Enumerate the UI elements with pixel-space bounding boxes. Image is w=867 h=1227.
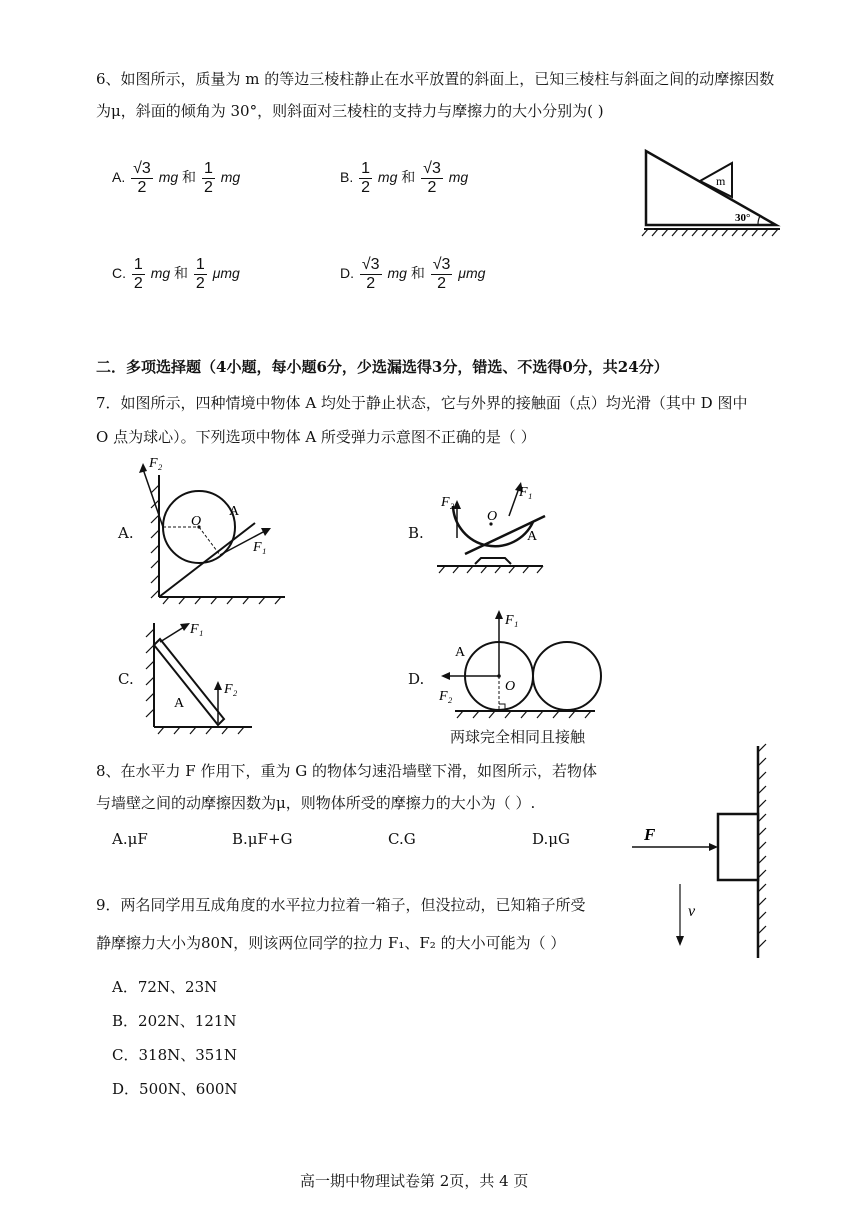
floor-hatch [158, 727, 244, 734]
q9-option-c[interactable]: C．318N、351N [112, 1046, 237, 1064]
unit: μmg [458, 265, 486, 282]
q7-figure-b [435, 480, 555, 580]
floor-hatch [163, 597, 281, 604]
q7-fig-b-label[interactable]: B. [408, 524, 424, 542]
body-label: A [455, 645, 466, 660]
q8-option-d[interactable]: D.μG [532, 830, 570, 848]
body-label: A [174, 696, 185, 711]
conjunction: 和 [174, 265, 189, 282]
page-footer: 高一期中物理试卷第 2页，共 4 页 [300, 1172, 529, 1190]
conjunction: 和 [182, 169, 197, 186]
radius-dash [199, 527, 220, 555]
wall-hatch [146, 629, 154, 717]
q8-option-b[interactable]: B.μF+G [232, 830, 293, 848]
q6-line2: 为μ，斜面的倾角为 30°，则斜面对三棱柱的支持力与摩擦力的大小分别为( ) [96, 102, 604, 120]
ball-b [533, 642, 601, 710]
q6-incline-figure [640, 145, 785, 240]
q8-option-a[interactable]: A.μF [112, 830, 148, 848]
q7-fig-c-label[interactable]: C. [118, 670, 134, 688]
ground-hatch [439, 566, 543, 573]
arrowhead [139, 463, 147, 473]
option-label: C. [112, 265, 126, 282]
q8-wall-figure [630, 742, 770, 962]
f2-label: F₂ [224, 682, 238, 697]
q9-option-b[interactable]: B．202N、121N [112, 1012, 237, 1030]
f1-label: F₁ [505, 613, 519, 628]
unit: μmg [212, 265, 240, 282]
q6-option-d[interactable] [340, 256, 485, 293]
f2-label: F₂ [149, 456, 163, 471]
force-label: F [644, 825, 656, 844]
q8-option-c[interactable]: C.G [388, 830, 416, 848]
q6-option-c[interactable] [112, 256, 240, 293]
conjunction: 和 [410, 265, 425, 282]
arrowhead [441, 672, 450, 680]
section-2-heading: 二．多项选择题（4小题，每小题6分，少选漏选得3分，错选、不选得0分，共24分） [96, 358, 669, 376]
force-f1-arrow [509, 488, 519, 516]
q8-line2: 与墙壁之间的动摩擦因数为μ，则物体所受的摩擦力的大小为（ ）. [96, 794, 536, 812]
incline-triangle [646, 151, 776, 225]
q7-fig-d-caption: 两球完全相同且接触 [450, 728, 586, 746]
unit: mg [150, 265, 171, 282]
option-label: B. [340, 169, 354, 186]
fraction: $\frac{√3}{2}$ [432, 256, 451, 292]
f1-label: F₁ [253, 540, 267, 555]
angle-label: 30° [735, 212, 751, 224]
arrowhead [495, 610, 503, 619]
fraction: $\frac{√3}{2}$ [133, 160, 151, 196]
q7-line2: O 点为球心）。下列选项中物体 A 所受弹力示意图不正确的是（ ） [96, 428, 536, 446]
ground-hatch [457, 711, 591, 718]
mass-label: m [716, 174, 726, 188]
q7-figure-c [140, 615, 260, 740]
ground-hatch [642, 229, 778, 236]
f1-label: F₁ [519, 485, 533, 500]
q9-option-a[interactable]: A．72N、23N [112, 978, 218, 996]
f1-label: F₁ [190, 622, 204, 637]
unit: mg [387, 265, 407, 282]
rod [154, 639, 224, 725]
q9-option-d[interactable]: D．500N、600N [112, 1080, 238, 1098]
unit: mg [220, 169, 241, 186]
center-label: O [487, 509, 498, 524]
fraction: $\frac{√3}{2}$ [361, 256, 380, 292]
stand [475, 558, 511, 564]
q8-line1: 8、在水平力 F 作用下，重为 G 的物体匀速沿墙壁下滑，如图所示，若物体 [96, 762, 598, 780]
q7-figure-a [145, 455, 295, 605]
arrowhead [214, 681, 222, 690]
body-label: A [527, 529, 538, 544]
q7-line1: 7．如图所示，四种情境中物体 A 均处于静止状态，它与外界的接触面（点）均光滑（其中 D 图中 [96, 394, 748, 412]
center-label: O [505, 679, 516, 694]
f2-label: F₂ [441, 495, 455, 510]
incline-board [159, 523, 255, 597]
force-f1-arrow [160, 627, 184, 642]
q7-figure-d [435, 608, 605, 723]
arrowhead [709, 843, 718, 851]
q6-option-a[interactable] [112, 160, 240, 197]
q7-fig-d-label[interactable]: D. [408, 670, 425, 688]
arrowhead [180, 623, 190, 631]
body-label: A [229, 504, 240, 519]
fraction: $\frac{1}{2}$ [361, 160, 371, 196]
q9-line2: 静摩擦力大小为80N，则该两位同学的拉力 F₁、F₂ 的大小可能为（ ） [96, 934, 566, 952]
conjunction: 和 [401, 169, 416, 186]
fraction: $\frac{√3}{2}$ [423, 160, 441, 196]
fraction: $\frac{1}{2}$ [203, 160, 213, 196]
unit: mg [448, 169, 469, 186]
arrowhead [676, 936, 684, 946]
block [718, 814, 758, 880]
q6-option-b[interactable] [340, 160, 468, 197]
fraction: $\frac{1}{2}$ [133, 256, 143, 292]
unit: mg [158, 169, 179, 186]
option-label: D. [340, 265, 354, 282]
angle-arc [758, 216, 760, 225]
option-label: A. [112, 169, 126, 186]
velocity-label: v [688, 903, 696, 920]
center-label: O [191, 514, 202, 529]
q6-line1: 6、如图所示，质量为 m 的等边三棱柱静止在水平放置的斜面上，已知三棱柱与斜面之间的动摩擦因数 [96, 70, 775, 88]
fraction: $\frac{1}{2}$ [195, 256, 205, 292]
f2-label: F₂ [439, 689, 453, 704]
q7-fig-a-label[interactable]: A. [118, 524, 134, 542]
unit: mg [377, 169, 398, 186]
q9-line1: 9．两名同学用互成角度的水平拉力拉着一箱子，但没拉动，已知箱子所受 [96, 896, 586, 914]
